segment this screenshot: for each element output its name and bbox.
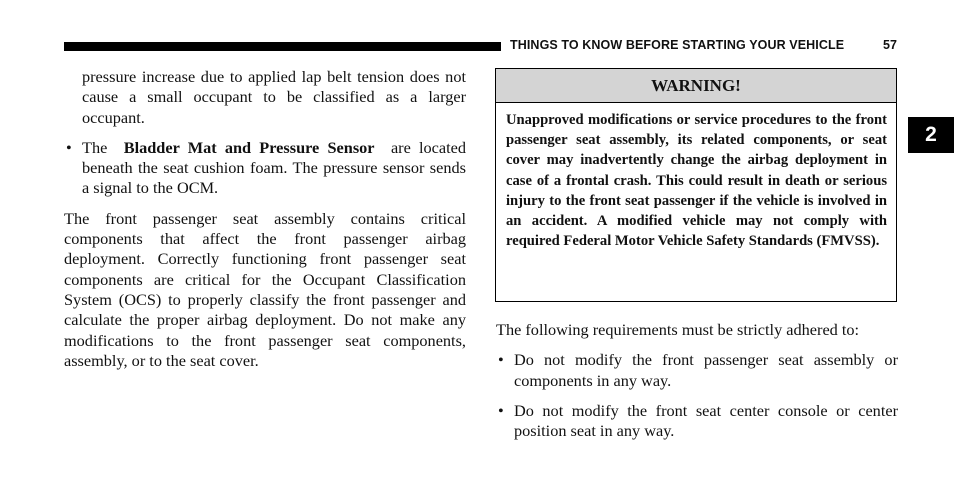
requirement-text: Do not modify the front seat center console or center position seat in any way.: [514, 400, 898, 441]
bullet-item: [64, 138, 466, 199]
body-paragraph: The front passenger seat assembly contains critical components that affect the front passenger airbag deployment. Correctly functioning front passenger seat components are critical for the Occupant Classification System (OCS) to properly classify the front passenger and calculate the proper airbag deployment. Do not make any modifications to the front passenger seat components, assembly, or to the seat cover.: [64, 208, 466, 370]
warning-box: [495, 68, 897, 302]
header-rule: [64, 42, 501, 51]
running-header: THINGS TO KNOW BEFORE STARTING YOUR VEHICLE: [510, 38, 845, 52]
bullet-dot: •: [66, 137, 72, 157]
requirements-intro: The following requirements must be strictly adhered to:: [496, 320, 860, 339]
warning-title: WARNING!: [496, 69, 896, 103]
left-column: [64, 67, 466, 371]
page-number: 57: [883, 38, 897, 52]
bullet-bold-term: Bladder Mat and Pressure Sensor: [123, 137, 375, 157]
continued-bullet-text: pressure increase due to applied lap belt tension does not cause a small occupant to be classified as a larger occupant.: [82, 67, 466, 127]
requirement-text: Do not modify the front passenger seat assembly or components in any way.: [514, 350, 898, 390]
warning-text: Unapproved modifications or service procedures to the front passenger seat assembly, its related components, or seat cover may inadvertently change the airbag deployment in case of a frontal crash. This could result in death or serious injury to the front seat passenger if the vehicle is involved in an accident. A modified vehicle may not comply with required Federal Motor Vehicle Safety Standards (FMVSS).: [506, 112, 887, 250]
requirement-item: [496, 401, 898, 442]
right-column: [496, 320, 898, 441]
bullet-dot: •: [498, 400, 504, 420]
bullet-dot: •: [498, 350, 504, 370]
bullet-prefix: The: [82, 137, 108, 157]
requirement-item: [496, 350, 898, 391]
chapter-tab: 2: [908, 117, 954, 153]
bullet-rest: are located beneath the seat cushion foam. The pressure sensor sends a signal to the OCM.: [82, 137, 467, 198]
